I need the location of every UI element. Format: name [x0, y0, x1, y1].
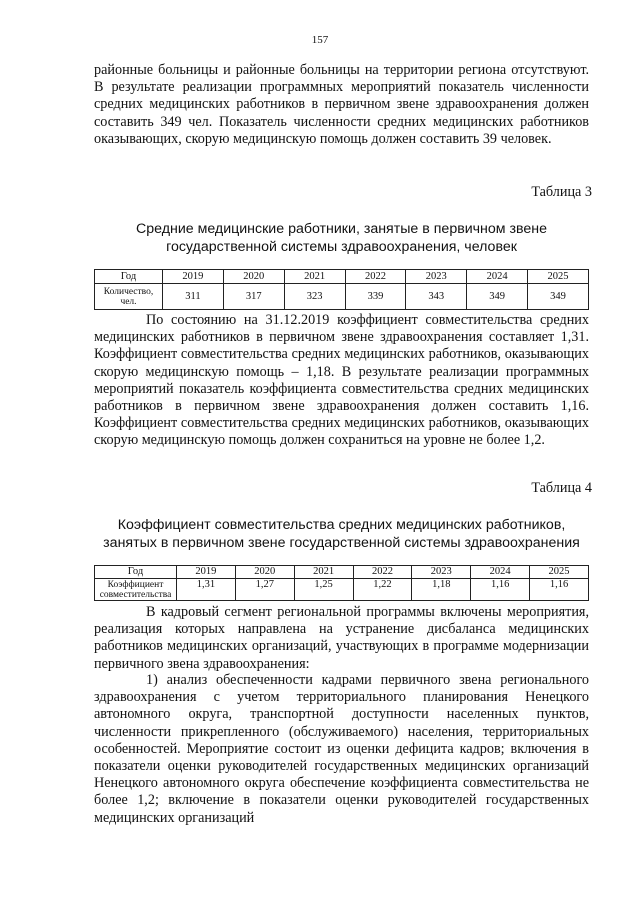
table3-value-cell: 317 — [223, 284, 284, 310]
table3-title-line1: Средние медицинские работники, занятые в первичном звене — [136, 221, 547, 237]
table4-row-label: Коэффициент совместительства — [95, 579, 177, 601]
table3-header-cell: 2022 — [345, 270, 406, 284]
table3-value-cell: 323 — [284, 284, 345, 310]
table3-title — [94, 220, 589, 256]
table4-header-cell: 2021 — [294, 566, 353, 579]
table3-header-cell: Год — [95, 270, 163, 284]
table3-value-cell: 339 — [345, 284, 406, 310]
table3-value-cell: 343 — [406, 284, 467, 310]
table4-title-line2: занятых в первичном звене государственной системы здравоохранения — [103, 535, 580, 551]
table3-value-cell: 349 — [528, 284, 589, 310]
table3-header-cell: 2019 — [163, 270, 224, 284]
table4-value-cell: 1,16 — [471, 579, 530, 601]
table4-header-cell: 2024 — [471, 566, 530, 579]
table4-header-row — [95, 566, 589, 579]
table4-header-cell: Год — [95, 566, 177, 579]
table4-title-line1: Коэффициент совместительства средних медицинских работников, — [117, 517, 566, 533]
table4-value-cell: 1,16 — [530, 579, 589, 601]
table4-header-cell: 2025 — [530, 566, 589, 579]
table4-data-row — [95, 579, 589, 601]
table3-value-cell: 311 — [163, 284, 224, 310]
table3-row-label: Количество, чел. — [95, 284, 163, 310]
table3-header-cell: 2020 — [223, 270, 284, 284]
table3 — [94, 269, 589, 310]
paragraph-hospitals: районные больницы и районные больницы на территории региона отсутствуют. В результате реализации программных мероприятий показатель численности средних медицинских работников в первичном звене здравоохранения должен составить 349 чел. Показатель численности средних медицинских работников оказывающих, скорую медицинскую помощь должен составить 39 человек. — [94, 62, 589, 147]
table4-header-cell: 2019 — [177, 566, 236, 579]
table3-header-cell: 2024 — [467, 270, 528, 284]
table4-header-cell: 2022 — [353, 566, 412, 579]
table3-header-cell: 2021 — [284, 270, 345, 284]
table4-value-cell: 1,22 — [353, 579, 412, 601]
table3-label: Таблица 3 — [531, 184, 592, 200]
table4-title — [94, 516, 589, 552]
table4-header-cell: 2023 — [412, 566, 471, 579]
table4-label: Таблица 4 — [531, 480, 592, 496]
table4 — [94, 565, 589, 601]
table4-value-cell: 1,25 — [294, 579, 353, 601]
paragraph-coefficient: По состоянию на 31.12.2019 коэффициент совместительства средних медицинских работников в первичном звене здравоохранения составляет 1,31. Коэффициент совместительства средних медицинских работников, оказывающих скорую медицинскую помощь – 1,18. В результате реализации программных мероприятий показатель коэффициента совместительства средних медицинских работников в первичном звене здравоохранения должен составить 1,16. Коэффициент совместительства средних медицинских работников, оказывающих скорую медицинскую помощь должен сохраниться на уровне не более 1,2. — [94, 312, 589, 449]
paragraph-item-1: 1) анализ обеспеченности кадрами первичного звена регионального здравоохранения с учетом территориального планирования Ненецкого автономного округа, транспортной доступности населенных пунктов, численности прикрепленного (обслуживаемого) населения, территориальных особенностей. Мероприятие состоит из оценки дефицита кадров; включения в показатели оценки руководителей государственных медицинских организаций Ненецкого автономного округа обеспечение коэффициента совместительства не более 1,2; включение в показатели оценки руководителей государственных медицинских организаций — [94, 672, 589, 826]
table3-title-line2: государственной системы здравоохранения, человек — [166, 239, 517, 255]
table3-data-row — [95, 284, 589, 310]
table3-header-cell: 2023 — [406, 270, 467, 284]
table4-value-cell: 1,31 — [177, 579, 236, 601]
page-number: 157 — [311, 34, 329, 46]
table4-value-cell: 1,27 — [235, 579, 294, 601]
paragraph-staff-segment: В кадровый сегмент региональной программы включены мероприятия, реализация которых направлена на устранение дисбаланса медицинских работников медицинских организаций, участвующих в программе модернизации первичного звена здравоохранения: — [94, 604, 589, 672]
table4-header-cell: 2020 — [235, 566, 294, 579]
table4-value-cell: 1,18 — [412, 579, 471, 601]
table3-header-row — [95, 270, 589, 284]
table3-header-cell: 2025 — [528, 270, 589, 284]
table3-value-cell: 349 — [467, 284, 528, 310]
